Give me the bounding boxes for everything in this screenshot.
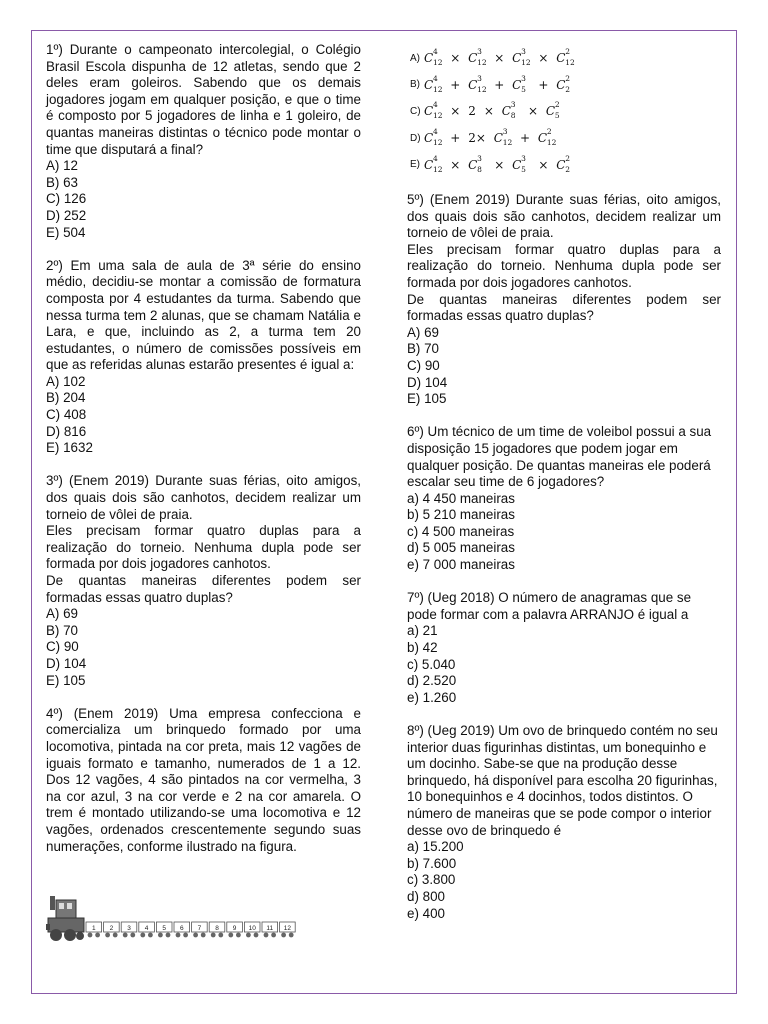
formula-row bbox=[410, 98, 730, 125]
wheel bbox=[130, 933, 135, 938]
formula-d: C 4 12 + 2× C 3 12 + C 2 12 bbox=[424, 127, 557, 148]
wagon bbox=[209, 922, 225, 937]
option: b) 42 bbox=[407, 640, 438, 656]
wagon bbox=[139, 922, 155, 937]
wheel bbox=[123, 933, 128, 938]
option: E) 105 bbox=[407, 391, 447, 407]
wheel bbox=[254, 933, 259, 938]
option: c) 4 500 maneiras bbox=[407, 523, 515, 539]
option: D) 252 bbox=[46, 207, 87, 223]
question-3 bbox=[46, 473, 361, 689]
stem-text: Um técnico de um time de voleibol possui a sua disposição 15 jogadores que podem jogar em qualquer posição. De quantas maneiras ele poderá escalar seu time de 6 jogadores? bbox=[407, 424, 712, 490]
wagon bbox=[227, 922, 243, 937]
option: d) 5 005 maneiras bbox=[407, 540, 515, 556]
option: a) 15.200 bbox=[407, 839, 464, 855]
wheel bbox=[201, 933, 206, 938]
right-column bbox=[407, 192, 721, 939]
formula-c: C 4 12 × 2 × C 3 8 × C 2 5 bbox=[424, 100, 560, 121]
option: A) 69 bbox=[46, 606, 79, 622]
left-column bbox=[46, 42, 361, 872]
question-number: 1º) bbox=[46, 42, 63, 57]
stem-text: (Enem 2019) Uma empresa confecciona e comercializa um brinquedo formado por uma locomotiva, pintada na cor preta, mais 12 vagões de iguais formato e tamanho, numerados de 1 a 12. Dos 12 vagões, 4 são pintados na cor vermelha, 3 na cor azul, 3 na cor verde e 2 na cor amarela. O trem é montado utilizando-se uma locomotiva e 12 vagões, ordenados crescentemente segundo suas numerações, conforme ilustrado na figura. bbox=[46, 705, 361, 854]
formula-label: E) bbox=[410, 159, 420, 171]
wagon bbox=[174, 922, 190, 937]
wheel bbox=[95, 933, 100, 938]
option: B) 70 bbox=[407, 341, 440, 357]
question-number: 6º) bbox=[407, 424, 424, 440]
formula-row bbox=[410, 125, 730, 152]
wheel bbox=[281, 933, 286, 938]
locomotive-icon bbox=[46, 896, 84, 941]
wheel bbox=[228, 933, 233, 938]
stem-text: (Ueg 2018) O número de anagramas que se pode formar com a palavra ARRANJO é igual a bbox=[407, 590, 692, 622]
formula-label: D) bbox=[410, 132, 421, 144]
option: E) 504 bbox=[46, 224, 86, 240]
formula-label: C) bbox=[410, 105, 421, 117]
wheel bbox=[113, 933, 118, 938]
question-number: 7º) bbox=[407, 590, 424, 606]
question-number: 3º) bbox=[46, 473, 63, 489]
wagon bbox=[104, 922, 120, 937]
question-stem bbox=[46, 258, 361, 374]
question-6 bbox=[407, 424, 721, 573]
question-stem bbox=[46, 473, 361, 606]
wheel bbox=[211, 933, 216, 938]
train-illustration bbox=[46, 894, 306, 944]
wagon bbox=[121, 922, 137, 937]
question-stem bbox=[46, 706, 361, 855]
option: e) 400 bbox=[407, 905, 445, 921]
wagon-number: 6 bbox=[179, 925, 184, 932]
option: E) 105 bbox=[46, 672, 86, 688]
wheel bbox=[148, 933, 153, 938]
wheel bbox=[246, 933, 251, 938]
option: A) 12 bbox=[46, 158, 79, 174]
option: B) 70 bbox=[46, 622, 79, 638]
option: B) 204 bbox=[46, 390, 86, 406]
question-number: 8º) bbox=[407, 723, 424, 738]
wagon bbox=[280, 922, 296, 937]
formula-b: C 4 12 + C 3 12 + C 3 5 + C 2 2 bbox=[424, 73, 571, 94]
option: b) 7.600 bbox=[407, 855, 457, 871]
option: A) 69 bbox=[407, 324, 440, 340]
question-7 bbox=[407, 590, 721, 706]
wagon-number: 2 bbox=[109, 925, 114, 932]
option: C) 90 bbox=[407, 357, 440, 373]
formula-row bbox=[410, 45, 730, 72]
stem-text: Durante o campeonato intercolegial, o Colégio Brasil Escola dispunha de 12 atletas, sendo que 2 deles eram goleiros. Sabendo que os demais jogadores jogam em qualquer posição, e que o time é composto por 5 jogadores de linha e 1 goleiro, de quantas maneiras distintas o técnico pode montar o time que disputará a final? bbox=[46, 42, 361, 157]
option: b) 5 210 maneiras bbox=[407, 507, 515, 523]
formula-row bbox=[410, 151, 730, 178]
wagon-number: 7 bbox=[197, 925, 202, 932]
stem-text: (Ueg 2019) Um ovo de brinquedo contém no seu interior duas figurinhas distintas, um bonequinho e um docinho. Sabe-se que na produção desse brinquedo, há disponível para escolha 20 figurinhas, 10 bonequinhos e 4 docinhos, todos distintos. O número de maneiras que se pode compor o interior desse ovo de brinquedo é bbox=[407, 723, 718, 838]
option: e) 7 000 maneiras bbox=[407, 557, 515, 573]
question-stem bbox=[407, 192, 721, 325]
question-1 bbox=[46, 42, 361, 241]
wheel bbox=[289, 933, 294, 938]
option: C) 408 bbox=[46, 407, 87, 423]
option: E) 1632 bbox=[46, 440, 93, 456]
wagon-number: 5 bbox=[162, 925, 167, 932]
wheel bbox=[105, 933, 110, 938]
wheel bbox=[193, 933, 198, 938]
wagon bbox=[156, 922, 172, 937]
formula-label: B) bbox=[410, 79, 420, 91]
wagon bbox=[262, 922, 278, 937]
formula-label: A) bbox=[410, 52, 420, 64]
wheel bbox=[140, 933, 145, 938]
stem-text: De quantas maneiras diferentes podem ser formadas essas quatro duplas? bbox=[46, 573, 361, 605]
question-stem bbox=[46, 42, 361, 158]
formula-a: C 4 12 × C 3 12 × C 3 12 × C 2 12 bbox=[424, 47, 575, 68]
wheel bbox=[176, 933, 181, 938]
option: C) 126 bbox=[46, 191, 87, 207]
option: c) 5.040 bbox=[407, 656, 456, 672]
wagons bbox=[86, 922, 295, 937]
wagon bbox=[244, 922, 260, 937]
formula-e: C 4 12 × C 3 8 × C 3 5 × C 2 2 bbox=[424, 153, 571, 174]
option: D) 816 bbox=[46, 423, 87, 439]
wagon-number: 8 bbox=[215, 925, 219, 932]
question-5 bbox=[407, 192, 721, 408]
stem-text: De quantas maneiras diferentes podem ser formadas essas quatro duplas? bbox=[407, 291, 721, 324]
question-4 bbox=[46, 706, 361, 855]
question-stem bbox=[407, 590, 721, 623]
formula-row bbox=[410, 72, 730, 99]
option: D) 104 bbox=[407, 374, 448, 390]
wagon-number: 9 bbox=[232, 925, 237, 932]
wagon-number: 10 bbox=[248, 925, 256, 932]
wheel bbox=[264, 933, 269, 938]
wagon-number: 12 bbox=[283, 925, 292, 932]
option: d) 800 bbox=[407, 888, 445, 904]
question-number: 5º) bbox=[407, 192, 424, 207]
question-2 bbox=[46, 258, 361, 457]
wheel bbox=[183, 933, 188, 938]
stem-text: Eles precisam formar quatro duplas para a realização do torneio. Nenhuma dupla pode ser formada por dois jogadores canhotos. bbox=[407, 241, 721, 290]
option: a) 4 450 maneiras bbox=[407, 490, 515, 506]
wagon bbox=[192, 922, 208, 937]
stem-text: (Enem 2019) Durante suas férias, oito amigos, dos quais dois são canhotos, decidem realizar um torneio de vôlei de praia. bbox=[407, 192, 721, 241]
wheel bbox=[271, 933, 276, 938]
wagon bbox=[86, 922, 102, 937]
wagon-number: 11 bbox=[266, 925, 274, 932]
question-stem bbox=[407, 424, 721, 490]
wheel bbox=[166, 933, 171, 938]
question-stem bbox=[407, 723, 721, 839]
stem-text: (Enem 2019) Durante suas férias, oito amigos, dos quais dois são canhotos, decidem realizar um torneio de vôlei de praia. bbox=[46, 473, 361, 522]
wagon-number: 3 bbox=[127, 925, 131, 932]
option: c) 3.800 bbox=[407, 872, 456, 888]
wheel bbox=[88, 933, 93, 938]
option: C) 90 bbox=[46, 639, 79, 655]
option: e) 1.260 bbox=[407, 689, 457, 705]
wagon-number: 1 bbox=[91, 925, 96, 932]
stem-text: Eles precisam formar quatro duplas para a realização do torneio. Nenhuma dupla pode ser formada por dois jogadores canhotos. bbox=[46, 523, 361, 572]
stem-text: Em uma sala de aula de 3ª série do ensino médio, decidiu-se montar a comissão de formatura composta por 4 estudantes da turma. Sabendo que nessa turma tem 2 alunas, que se chamam Natália e Lara, e que, incluindo as 2, a turma tem 20 estudantes, o número de comissões possíveis em que as referidas alunas estarão presentes é igual a: bbox=[46, 257, 361, 373]
formula-options bbox=[410, 45, 730, 178]
option: D) 104 bbox=[46, 655, 87, 671]
option: a) 21 bbox=[407, 623, 438, 639]
question-number: 2º) bbox=[46, 257, 63, 273]
wheel bbox=[218, 933, 223, 938]
option: B) 63 bbox=[46, 174, 79, 190]
option: A) 102 bbox=[46, 373, 86, 389]
wheel bbox=[236, 933, 241, 938]
question-8 bbox=[407, 723, 721, 922]
wheel bbox=[158, 933, 163, 938]
wagon-number: 4 bbox=[144, 925, 149, 932]
question-number: 4º) bbox=[46, 705, 63, 721]
option: d) 2.520 bbox=[407, 673, 457, 689]
